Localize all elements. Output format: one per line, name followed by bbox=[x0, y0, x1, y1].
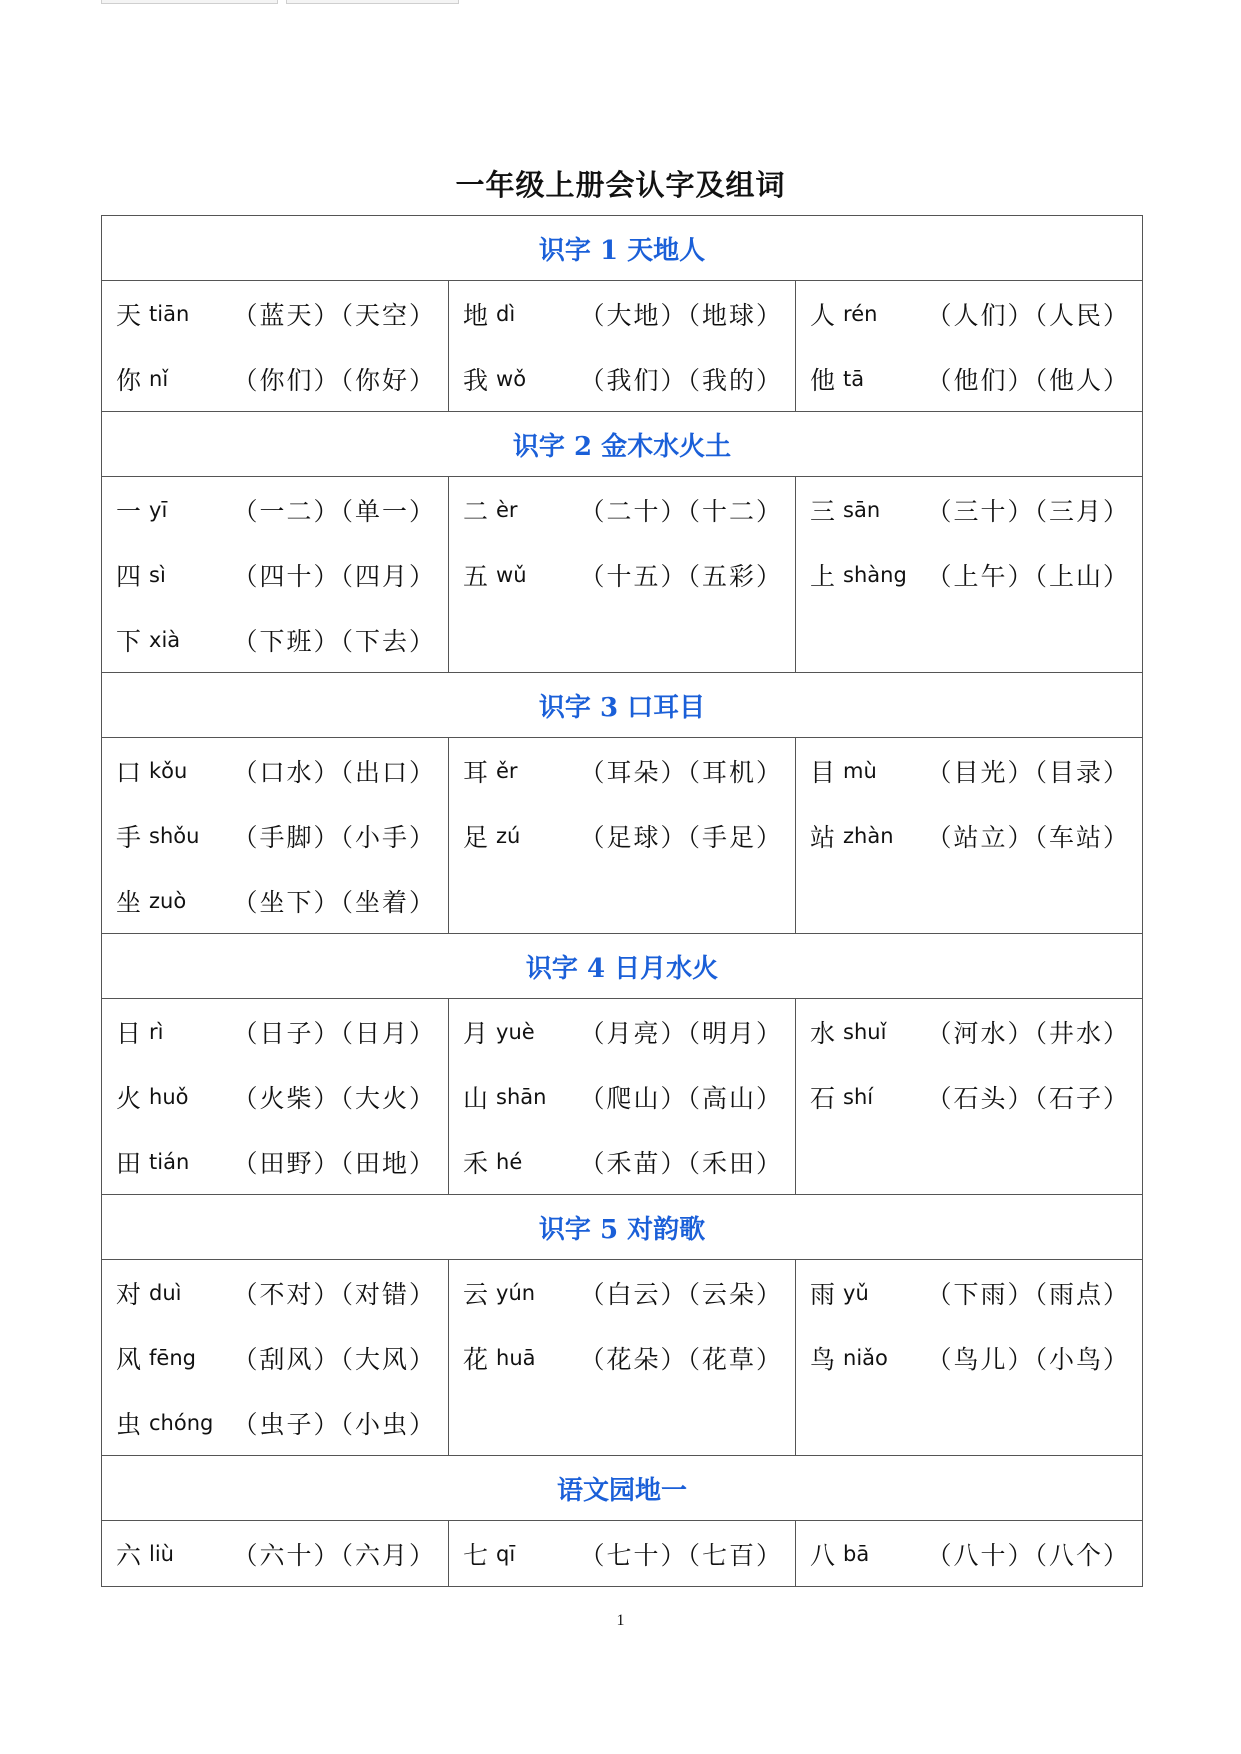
char-entry bbox=[102, 1521, 448, 1586]
pinyin: yún bbox=[496, 1280, 536, 1305]
pinyin: liù bbox=[149, 1541, 174, 1566]
char-entry bbox=[449, 1521, 795, 1586]
page-number: 1 bbox=[616, 1612, 625, 1629]
char-column bbox=[449, 281, 796, 412]
section-header-row bbox=[102, 1456, 1143, 1521]
pinyin: shí bbox=[843, 1084, 874, 1109]
section-header-row bbox=[102, 412, 1143, 477]
char-column bbox=[796, 477, 1143, 673]
example-words: （你们）（你好） bbox=[232, 365, 436, 395]
example-words: （田野）（田地） bbox=[232, 1148, 436, 1178]
example-words: （十五）（五彩） bbox=[579, 561, 783, 591]
pinyin: rì bbox=[149, 1019, 164, 1044]
char-entry bbox=[449, 1064, 795, 1129]
example-words: （六十）（六月） bbox=[232, 1540, 436, 1570]
char-column bbox=[796, 999, 1143, 1195]
pinyin: shàng bbox=[843, 562, 907, 587]
example-words: （鸟儿）（小鸟） bbox=[926, 1344, 1130, 1374]
char-entry bbox=[449, 1129, 795, 1194]
section-body-row bbox=[102, 1260, 1143, 1456]
example-words: （口水）（出口） bbox=[232, 757, 436, 787]
section-heading: 识字 5 对韵歌 bbox=[102, 1195, 1143, 1260]
char-column bbox=[796, 281, 1143, 412]
example-words: （禾苗）（禾田） bbox=[579, 1148, 783, 1178]
pinyin: yī bbox=[149, 497, 168, 522]
hanzi: 虫 bbox=[116, 1409, 142, 1439]
char-entry bbox=[449, 1325, 795, 1390]
char-entry bbox=[102, 868, 448, 933]
section-heading: 识字 4 日月水火 bbox=[102, 934, 1143, 999]
section-heading: 识字 2 金木水火土 bbox=[102, 412, 1143, 477]
pinyin: sān bbox=[843, 497, 881, 522]
pinyin: zú bbox=[496, 823, 521, 848]
char-column bbox=[449, 477, 796, 673]
example-words: （七十）（七百） bbox=[579, 1540, 783, 1570]
example-words: （站立）（车站） bbox=[926, 822, 1130, 852]
pinyin: qī bbox=[496, 1541, 516, 1566]
char-column bbox=[102, 999, 449, 1195]
pinyin: shuǐ bbox=[843, 1019, 887, 1044]
example-words: （四十）（四月） bbox=[232, 561, 436, 591]
hanzi: 月 bbox=[463, 1018, 489, 1048]
hanzi: 他 bbox=[810, 365, 836, 395]
char-column bbox=[449, 1521, 796, 1587]
hanzi: 目 bbox=[810, 757, 836, 787]
char-entry bbox=[796, 281, 1142, 346]
char-entry bbox=[796, 1260, 1142, 1325]
hanzi: 你 bbox=[116, 365, 142, 395]
section-header-row bbox=[102, 934, 1143, 999]
hanzi: 石 bbox=[810, 1083, 836, 1113]
hanzi: 五 bbox=[463, 561, 489, 591]
characters-table bbox=[101, 215, 1143, 1587]
browser-tab-stub[interactable] bbox=[101, 0, 278, 4]
char-entry bbox=[796, 999, 1142, 1064]
section-body-row bbox=[102, 1521, 1143, 1587]
hanzi: 云 bbox=[463, 1279, 489, 1309]
char-entry bbox=[796, 738, 1142, 803]
hanzi: 耳 bbox=[463, 757, 489, 787]
page-title: 一年级上册会认字及组词 bbox=[455, 168, 786, 202]
example-words: （耳朵）（耳机） bbox=[579, 757, 783, 787]
example-words: （大地）（地球） bbox=[579, 300, 783, 330]
hanzi: 火 bbox=[116, 1083, 142, 1113]
char-column bbox=[449, 999, 796, 1195]
browser-tab-stub[interactable] bbox=[286, 0, 459, 4]
pinyin: shān bbox=[496, 1084, 547, 1109]
char-entry bbox=[102, 281, 448, 346]
hanzi: 对 bbox=[116, 1279, 142, 1309]
section-header-row bbox=[102, 1195, 1143, 1260]
pinyin: tā bbox=[843, 366, 865, 391]
hanzi: 手 bbox=[116, 822, 142, 852]
char-entry bbox=[449, 542, 795, 607]
hanzi: 坐 bbox=[116, 887, 142, 917]
hanzi: 站 bbox=[810, 822, 836, 852]
char-entry bbox=[102, 1325, 448, 1390]
example-words: （八十）（八个） bbox=[926, 1540, 1130, 1570]
char-entry bbox=[796, 1521, 1142, 1586]
pinyin: ěr bbox=[496, 758, 518, 783]
char-entry bbox=[796, 1064, 1142, 1129]
char-entry bbox=[102, 346, 448, 411]
section-header-row bbox=[102, 673, 1143, 738]
char-entry bbox=[102, 542, 448, 607]
hanzi: 禾 bbox=[463, 1148, 489, 1178]
pinyin: chóng bbox=[149, 1410, 214, 1435]
hanzi: 六 bbox=[116, 1540, 142, 1570]
pinyin: yǔ bbox=[843, 1280, 869, 1305]
example-words: （三十）（三月） bbox=[926, 496, 1130, 526]
char-column bbox=[449, 1260, 796, 1456]
example-words: （石头）（石子） bbox=[926, 1083, 1130, 1113]
char-column bbox=[102, 1260, 449, 1456]
char-entry bbox=[102, 1129, 448, 1194]
pinyin: duì bbox=[149, 1280, 182, 1305]
char-column bbox=[102, 477, 449, 673]
hanzi: 一 bbox=[116, 496, 142, 526]
pinyin: wǒ bbox=[496, 366, 527, 391]
hanzi: 日 bbox=[116, 1018, 142, 1048]
pinyin: hé bbox=[496, 1149, 523, 1174]
section-heading: 识字 1 天地人 bbox=[102, 216, 1143, 281]
pinyin: rén bbox=[843, 301, 878, 326]
example-words: （不对）（对错） bbox=[232, 1279, 436, 1309]
char-entry bbox=[449, 999, 795, 1064]
hanzi: 花 bbox=[463, 1344, 489, 1374]
pinyin: sì bbox=[149, 562, 166, 587]
char-column bbox=[102, 738, 449, 934]
section-body-row bbox=[102, 738, 1143, 934]
pinyin: huǒ bbox=[149, 1084, 189, 1109]
example-words: （爬山）（高山） bbox=[579, 1083, 783, 1113]
example-words: （上午）（上山） bbox=[926, 561, 1130, 591]
pinyin: shǒu bbox=[149, 823, 200, 848]
pinyin: zuò bbox=[149, 888, 187, 913]
char-entry bbox=[102, 999, 448, 1064]
pinyin: zhàn bbox=[843, 823, 894, 848]
example-words: （蓝天）（天空） bbox=[232, 300, 436, 330]
hanzi: 下 bbox=[116, 626, 142, 656]
example-words: （人们）（人民） bbox=[926, 300, 1130, 330]
char-entry bbox=[102, 1064, 448, 1129]
hanzi: 水 bbox=[810, 1018, 836, 1048]
char-entry bbox=[102, 738, 448, 803]
char-column bbox=[796, 1521, 1143, 1587]
pinyin: niǎo bbox=[843, 1345, 888, 1370]
hanzi: 风 bbox=[116, 1344, 142, 1374]
section-body-row bbox=[102, 281, 1143, 412]
pinyin: nǐ bbox=[149, 366, 169, 391]
hanzi: 我 bbox=[463, 365, 489, 395]
example-words: （二十）（十二） bbox=[579, 496, 783, 526]
hanzi: 鸟 bbox=[810, 1344, 836, 1374]
hanzi: 二 bbox=[463, 496, 489, 526]
hanzi: 四 bbox=[116, 561, 142, 591]
example-words: （下班）（下去） bbox=[232, 626, 436, 656]
example-words: （一二）（单一） bbox=[232, 496, 436, 526]
pinyin: tián bbox=[149, 1149, 190, 1174]
char-entry bbox=[102, 477, 448, 542]
char-entry bbox=[102, 803, 448, 868]
pinyin: dì bbox=[496, 301, 516, 326]
example-words: （白云）（云朵） bbox=[579, 1279, 783, 1309]
char-column bbox=[796, 738, 1143, 934]
hanzi: 地 bbox=[463, 300, 489, 330]
hanzi: 口 bbox=[116, 757, 142, 787]
char-column bbox=[796, 1260, 1143, 1456]
pinyin: xià bbox=[149, 627, 181, 652]
char-entry bbox=[796, 477, 1142, 542]
hanzi: 七 bbox=[463, 1540, 489, 1570]
example-words: （月亮）（明月） bbox=[579, 1018, 783, 1048]
example-words: （手脚）（小手） bbox=[232, 822, 436, 852]
hanzi: 足 bbox=[463, 822, 489, 852]
char-column bbox=[449, 738, 796, 934]
char-entry bbox=[449, 346, 795, 411]
char-entry bbox=[796, 542, 1142, 607]
pinyin: mù bbox=[843, 758, 877, 783]
char-entry bbox=[102, 1260, 448, 1325]
hanzi: 天 bbox=[116, 300, 142, 330]
char-entry bbox=[796, 803, 1142, 868]
section-body-row bbox=[102, 999, 1143, 1195]
char-entry bbox=[796, 1325, 1142, 1390]
pinyin: èr bbox=[496, 497, 518, 522]
hanzi: 三 bbox=[810, 496, 836, 526]
pinyin: kǒu bbox=[149, 758, 188, 783]
example-words: （他们）（他人） bbox=[926, 365, 1130, 395]
char-entry bbox=[102, 607, 448, 672]
char-entry bbox=[449, 1260, 795, 1325]
char-column bbox=[102, 281, 449, 412]
hanzi: 人 bbox=[810, 300, 836, 330]
example-words: （花朵）（花草） bbox=[579, 1344, 783, 1374]
example-words: （河水）（井水） bbox=[926, 1018, 1130, 1048]
section-heading: 语文园地一 bbox=[102, 1456, 1143, 1521]
section-header-row bbox=[102, 216, 1143, 281]
char-entry bbox=[449, 738, 795, 803]
pinyin: huā bbox=[496, 1345, 536, 1370]
hanzi: 上 bbox=[810, 561, 836, 591]
example-words: （虫子）（小虫） bbox=[232, 1409, 436, 1439]
example-words: （目光）（目录） bbox=[926, 757, 1130, 787]
example-words: （下雨）（雨点） bbox=[926, 1279, 1130, 1309]
example-words: （刮风）（大风） bbox=[232, 1344, 436, 1374]
pinyin: fēng bbox=[149, 1345, 196, 1370]
section-body-row bbox=[102, 477, 1143, 673]
hanzi: 田 bbox=[116, 1148, 142, 1178]
char-entry bbox=[449, 281, 795, 346]
example-words: （日子）（日月） bbox=[232, 1018, 436, 1048]
pinyin: bā bbox=[843, 1541, 870, 1566]
example-words: （坐下）（坐着） bbox=[232, 887, 436, 917]
section-heading: 识字 3 口耳目 bbox=[102, 673, 1143, 738]
char-entry bbox=[449, 803, 795, 868]
char-entry bbox=[102, 1390, 448, 1455]
hanzi: 八 bbox=[810, 1540, 836, 1570]
example-words: （火柴）（大火） bbox=[232, 1083, 436, 1113]
pinyin: tiān bbox=[149, 301, 190, 326]
char-entry bbox=[796, 346, 1142, 411]
hanzi: 山 bbox=[463, 1083, 489, 1113]
example-words: （足球）（手足） bbox=[579, 822, 783, 852]
char-column bbox=[102, 1521, 449, 1587]
pinyin: wǔ bbox=[496, 562, 527, 587]
pinyin: yuè bbox=[496, 1019, 535, 1044]
hanzi: 雨 bbox=[810, 1279, 836, 1309]
example-words: （我们）（我的） bbox=[579, 365, 783, 395]
char-entry bbox=[449, 477, 795, 542]
